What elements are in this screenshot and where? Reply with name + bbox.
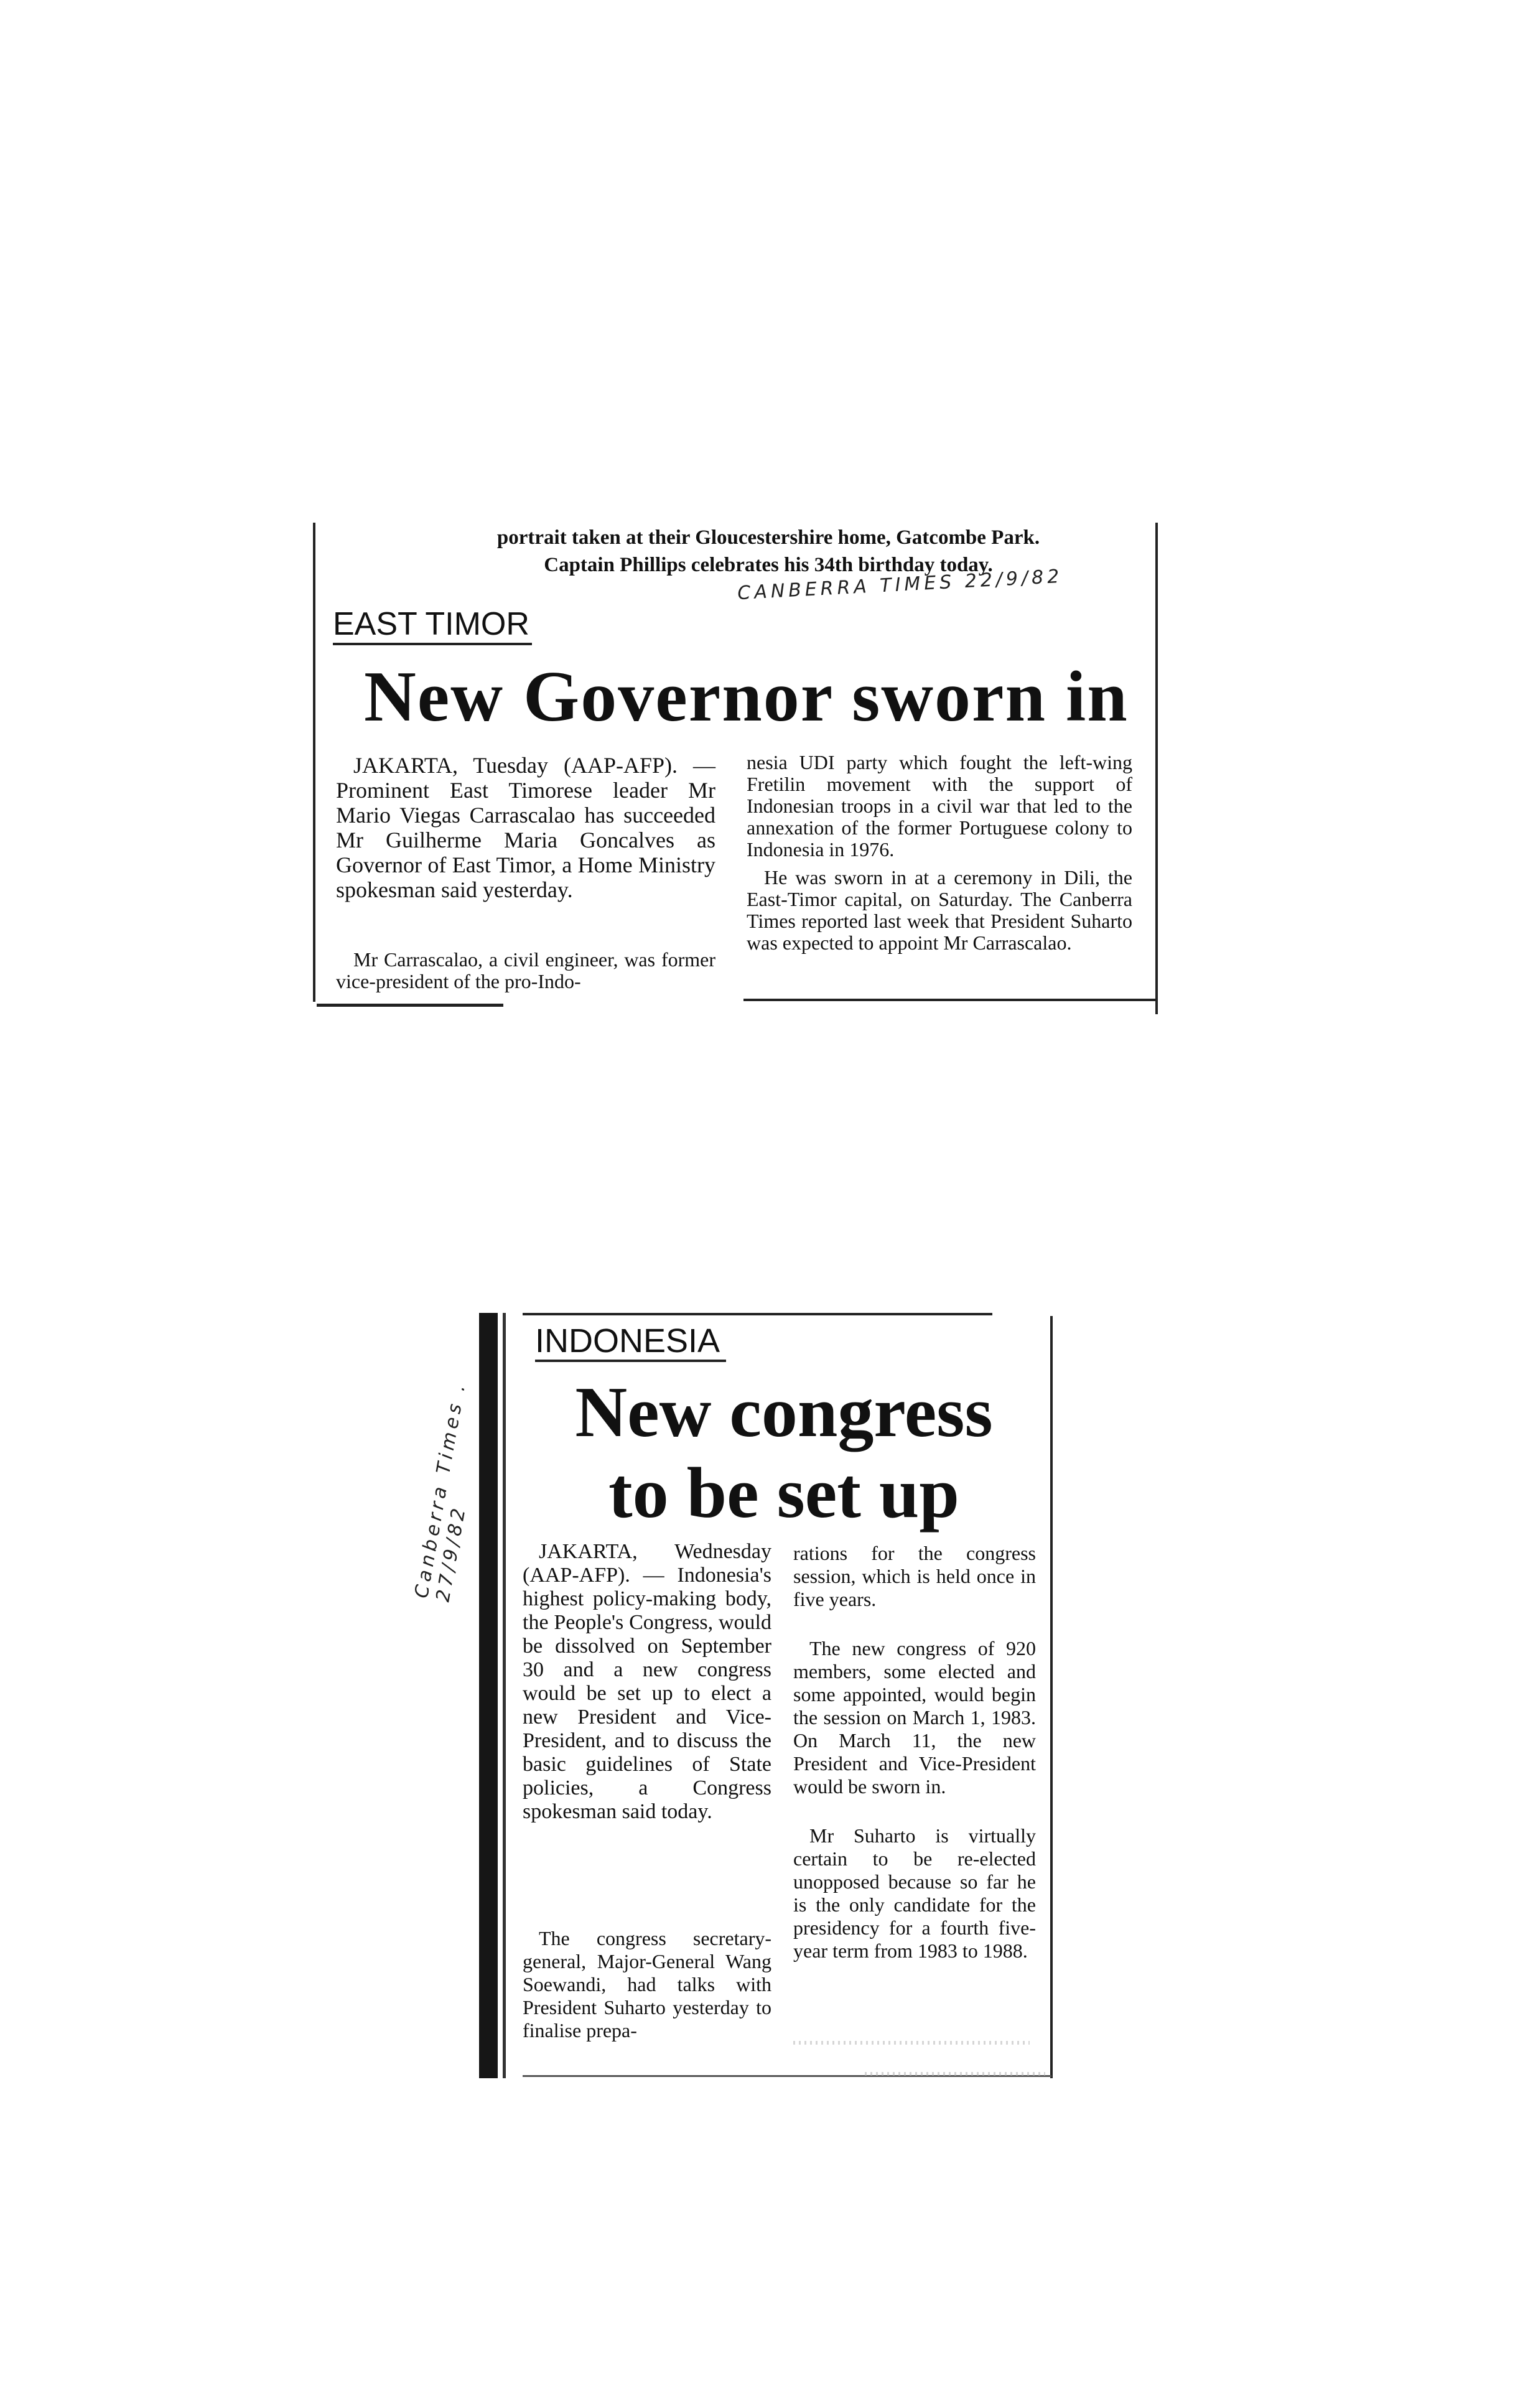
headline: New Governor sworn in xyxy=(364,657,1129,737)
section-label: EAST TIMOR xyxy=(333,605,532,645)
article-paragraph: Mr Carrascalao, a civil engineer, was former vice-president of the pro-Indo- xyxy=(336,948,715,992)
article-column-1-continued xyxy=(523,1927,771,2042)
article-column-2 xyxy=(747,752,1132,954)
top-rule xyxy=(523,1313,992,1315)
headline-line-2: to be set up xyxy=(608,1454,959,1533)
article-column-1 xyxy=(523,1540,771,1824)
scan-noise xyxy=(865,2072,1045,2076)
article-paragraph: nesia UDI party which fought the left-wing Fretilin movement with the support of Indonesian troops in a civil war that led to the annexation of the former Portuguese colony to Indonesia in 1976. xyxy=(747,751,1132,861)
article-paragraph: Mr Suharto is virtually certain to be re-elected unopposed because so far he is the only candidate for the presidency for a fourth five-year term from 1983 to 1988. xyxy=(793,1824,1036,1962)
photo-caption-line-2: Captain Phillips celebrates his 34th birthday today. xyxy=(544,554,993,576)
section-label: INDONESIA xyxy=(535,1322,726,1362)
right-border-rule xyxy=(1050,1316,1053,2078)
left-thin-rule xyxy=(503,1313,506,2078)
bottom-rule-right xyxy=(743,999,1157,1001)
article-paragraph: JAKARTA, Wednesday (AAP-AFP). — Indonesia's highest policy-making body, the People's Congress, would be dissolved on September 30 and a new congress would be set up to elect a new President and Vice-President, and to discuss the basic guidelines of State policies, a Congress spokesman said today. xyxy=(523,1540,771,1823)
article-paragraph: The congress secretary-general, Major-General Wang Soewandi, had talks with President Suharto yesterday to finalise prepa- xyxy=(523,1927,771,2042)
article-column-2 xyxy=(793,1542,1036,1962)
article-paragraph: He was sworn in at a ceremony in Dili, the East-Timor capital, on Saturday. The Canberra Times reported last week that President Suharto was expected to appoint Mr Carrascalao. xyxy=(747,866,1132,954)
headline-line-1: New congress xyxy=(575,1373,993,1452)
indonesia-clipping xyxy=(411,1297,1070,2088)
article-paragraph: The new congress of 920 members, some elected and some appointed, would begin the session on March 1, 1983. On March 11, the new President and Vice-President would be sworn in. xyxy=(793,1637,1036,1798)
bottom-rule-left xyxy=(317,1004,503,1007)
right-border-rule xyxy=(1155,523,1158,1014)
article-paragraph: rations for the congress session, which is held once in five years. xyxy=(793,1542,1036,1610)
article-paragraph: JAKARTA, Tuesday (AAP-AFP). — Prominent East Timorese leader Mr Mario Viegas Carrascalao has succeeded Mr Guilherme Maria Goncalves as Governor of East Timor, a Home Ministry spokesman said yesterday. xyxy=(336,753,715,902)
handwritten-source-note: CANBERRA TIMES 22/9/82 xyxy=(737,565,1064,605)
article-column-1 xyxy=(336,753,715,902)
headline xyxy=(523,1372,1045,1534)
article-column-1-continued xyxy=(336,949,715,992)
east-timor-clipping xyxy=(308,516,1173,1027)
scan-noise xyxy=(793,2041,1030,2045)
handwritten-source-note: Canberra Times . 27/9/82 xyxy=(411,1379,471,1604)
left-border-rule xyxy=(313,523,315,1002)
photo-caption-line-1: portrait taken at their Gloucestershire home, Gatcombe Park. xyxy=(496,526,1040,549)
